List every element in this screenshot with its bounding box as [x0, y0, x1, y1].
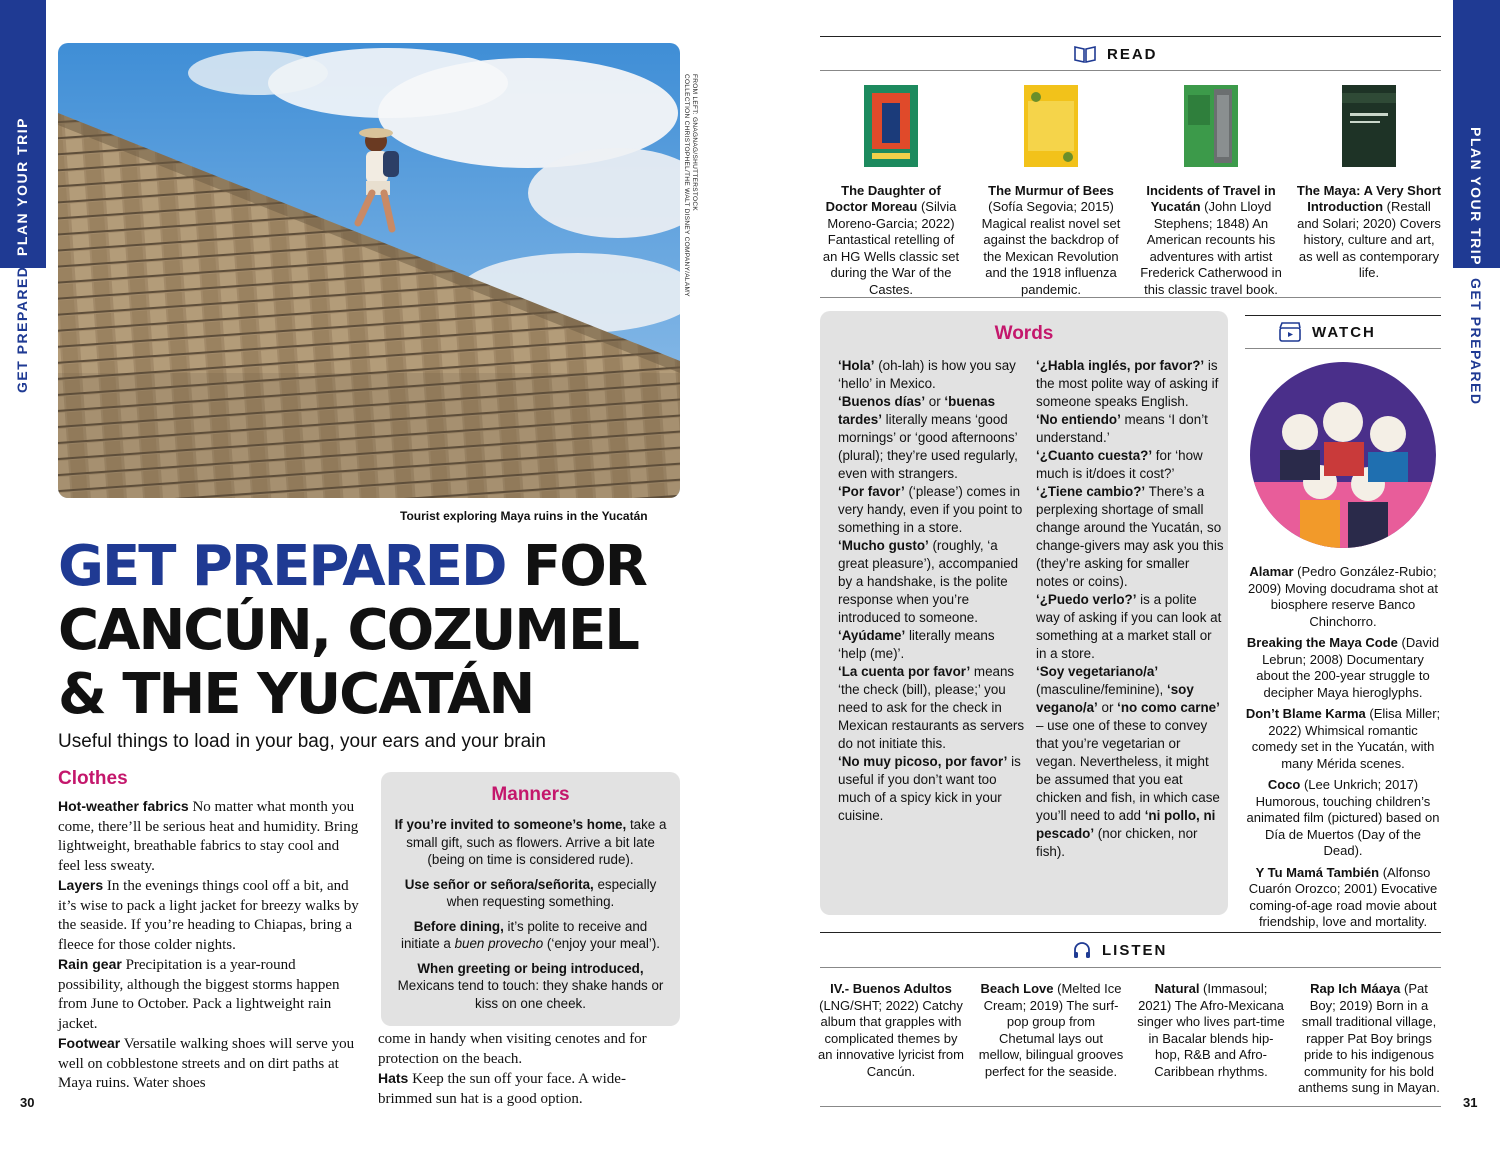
- words-box: [820, 311, 1228, 915]
- listen-detail: (Melted Ice Cream; 2019) The surf-pop group from Chetumal lays out mellow, bilingual grooves perfect for the seaside.: [978, 981, 1124, 1079]
- phrase: ‘La cuenta por favor’: [838, 664, 971, 679]
- side-tab-plan-label-right: PLAN YOUR TRIP: [1468, 127, 1484, 266]
- manners-term: If you’re invited to someone’s home,: [394, 817, 627, 832]
- clothes-text: Precipitation is a year-round possibility, although the biggest storms happen from June to October. Pack a lightweight rain jacket.: [58, 957, 340, 1032]
- listen-detail: (Immasoul; 2021) The Afro-Mexicana singer who lives part-time in Bacalar blends hip-hop, R&B and Afro-Caribbean rhythms.: [1137, 981, 1285, 1079]
- book-icon: [1073, 44, 1097, 64]
- phrase-meaning: (oh-lah) is how you say ‘hello’ in Mexico.: [838, 358, 1016, 391]
- watch-title: Don’t Blame Karma: [1245, 706, 1366, 721]
- listen-heading: LISTEN: [1102, 941, 1168, 959]
- listen-detail: (Pat Boy; 2019) Born in a small traditional village, rapper Pat Boy brings pride to his indigenous community for his bold anthems sung in Mayan.: [1298, 981, 1440, 1095]
- manners-box: [381, 772, 680, 1026]
- words-item: [838, 537, 1026, 627]
- watch-detail: (Pedro González-Rubio; 2009) Moving docudrama shot at biosphere reserve Banco Chinchorro.: [1247, 564, 1439, 629]
- phrase-meaning: or: [925, 394, 945, 409]
- book-title: Incidents of Travel in Yucatán: [1146, 182, 1276, 214]
- watch-detail: (David Lebrun; 2008) Documentary about the 200-year struggle to decipher Maya hieroglyphs.: [1256, 635, 1440, 700]
- phrase: ‘no como carne’: [1117, 700, 1220, 715]
- clothes-text: Versatile walking shoes will serve you well on cobblestone streets and on dirt paths at Maya ruins. Water shoes: [58, 1036, 355, 1091]
- watch-item: [1245, 777, 1441, 860]
- watch-item: [1245, 564, 1441, 630]
- book-cover: [1024, 85, 1078, 167]
- listen-item: [978, 981, 1124, 1080]
- phrase-meaning: means ‘the check (bill), please;’ you need to ask for the check in Mexican restaurants as servers do not initiate this.: [838, 664, 1025, 751]
- headphones-icon: [1072, 940, 1092, 960]
- words-item: [1036, 591, 1224, 663]
- phrase-meaning: is a polite way of asking if you can look at something at a market stall or in a store.: [1036, 592, 1222, 661]
- manners-heading: Manners: [491, 784, 570, 805]
- clapperboard-icon: [1278, 321, 1302, 343]
- manners-text: especially when requesting something.: [446, 876, 657, 909]
- manners-item: [393, 876, 668, 911]
- words-item: [838, 483, 1026, 537]
- clothes-column-1: [58, 797, 364, 1094]
- photo-credit: [684, 74, 700, 334]
- manners-term: Before dining,: [413, 918, 504, 934]
- words-column-1: [838, 357, 1026, 825]
- watch-title: Alamar: [1249, 564, 1294, 579]
- phrase: ‘soy vegano/a’: [1036, 682, 1194, 715]
- title-line3: & THE YUCATÁN: [58, 662, 534, 727]
- manners-item: [393, 960, 668, 1013]
- words-item: [1036, 357, 1224, 411]
- clothes-text: In the evenings things cool off a bit, and it’s wise to pack a light jacket for breezy walks by the seaside. If you’re heading to Chiapas, bring a fleece for those colder nights.: [58, 878, 359, 953]
- words-column-2: [1036, 357, 1224, 861]
- hero-photo: [58, 43, 680, 498]
- watch-item: [1245, 865, 1441, 931]
- phrase: ‘ni pollo, ni pescado’: [1036, 808, 1216, 841]
- listen-title: Natural: [1154, 981, 1200, 996]
- read-rule-bottom: [820, 297, 1441, 298]
- manners-text: (‘enjoy your meal’).: [543, 936, 661, 951]
- clothes-heading: Clothes: [58, 768, 128, 789]
- phrase: ‘¿Habla inglés, por favor?’: [1036, 358, 1205, 373]
- book-item: [1138, 85, 1284, 298]
- book-detail: (Silvia Moreno-Garcia; 2022) Fantastical retelling of an HG Wells classic set during the War of the Castes.: [822, 199, 960, 297]
- clothes-term: Layers: [58, 877, 104, 893]
- phrase: ‘No muy picoso, por favor’: [838, 754, 1008, 769]
- watch-rule-mid: [1245, 348, 1441, 349]
- manners-text: Mexicans tend to touch: they shake hands or kiss on one cheek.: [397, 978, 664, 1011]
- words-item: [838, 357, 1026, 393]
- page-title: [58, 535, 646, 727]
- listen-title: IV.- Buenos Adultos: [830, 981, 952, 996]
- phrase: ‘Ayúdame’: [838, 628, 906, 643]
- phrase-meaning: literally means ‘help (me)’.: [838, 628, 995, 661]
- listen-item: [1137, 981, 1285, 1080]
- side-tab-section-label-left: GET PREPARED: [14, 265, 30, 393]
- phrase-meaning: There’s a perplexing shortage of small change around the Yucatán, so change-givers may ask you this (they’re asking for smaller notes or coins).: [1036, 484, 1224, 589]
- phrase: ‘Por favor’: [838, 484, 905, 499]
- page-number-right: 31: [1463, 1095, 1478, 1110]
- phrase-meaning: (nor chicken, nor fish).: [1036, 826, 1198, 859]
- clothes-text: No matter what month you come, there’ll be serious heat and humidity. Bring lightweight, breathable fabrics to stay cool and feel less sweaty.: [58, 799, 359, 874]
- watch-rule-top: [1245, 315, 1441, 316]
- clothes-term: Footwear: [58, 1035, 121, 1051]
- listen-detail: (LNG/SHT; 2022) Catchy album that grapples with complicated themes by an innovative lyricist from Cancún.: [818, 997, 964, 1079]
- phrase-meaning: (masculine/feminine),: [1036, 682, 1167, 697]
- clothes-item: [58, 797, 364, 876]
- read-rule-mid: [820, 70, 1441, 71]
- clothes-term: Hot-weather fabrics: [58, 798, 189, 814]
- book-item: [980, 85, 1122, 298]
- clothes-item: [378, 1069, 678, 1109]
- title-line1-rest: FOR: [505, 534, 646, 599]
- phrase: ‘No entiendo’: [1036, 412, 1121, 427]
- photo-credit-line-2: COLLECTION CHRISTOPHEL/THE WALT DISNEY COMPANY/ALAMY: [683, 74, 690, 297]
- clothes-term: Rain gear: [58, 956, 122, 972]
- listen-title: Beach Love: [980, 981, 1054, 996]
- phrase: ‘Hola’: [838, 358, 875, 373]
- book-detail: (Restall and Solari; 2020) Covers history, culture and art, as well as contemporary life.: [1297, 199, 1441, 280]
- phrase: ‘¿Cuanto cuesta?’: [1036, 448, 1153, 463]
- words-item: [838, 753, 1026, 825]
- book-title: The Daughter of Doctor Moreau: [825, 182, 941, 214]
- clothes-column-2: [378, 1030, 678, 1109]
- listen-item: [1296, 981, 1442, 1097]
- watch-title: Y Tu Mamá También: [1255, 864, 1380, 880]
- phrase-meaning: literally means ‘good mornings’ or ‘good afternoons’ (plural); they’re used regularly, even with strangers.: [838, 412, 1018, 481]
- phrase-meaning: (roughly, ‘a great pleasure’), accompanied by a handshake, is the polite response when you’re introduced to someone.: [838, 538, 1019, 625]
- phrase-meaning: or: [1097, 700, 1118, 715]
- read-rule-top: [820, 36, 1441, 37]
- photo-credit-line-1: FROM LEFT: GNAGNAG/SHUTTERSTOCK: [691, 74, 698, 212]
- words-item: [1036, 663, 1224, 861]
- clothes-term: Hats: [378, 1070, 409, 1086]
- phrase: ‘¿Tiene cambio?’: [1036, 484, 1146, 499]
- book-title: The Murmur of Bees: [988, 182, 1114, 198]
- words-item: [838, 627, 1026, 663]
- phrase-meaning: for ‘how much is it/does it cost?’: [1036, 448, 1203, 481]
- manners-text: it’s polite to receive and initiate a: [400, 918, 648, 951]
- phrase-meaning: is useful if you don’t want too much of a spicy kick in your cuisine.: [838, 754, 1021, 823]
- words-item: [838, 393, 1026, 483]
- listen-rule-mid: [820, 967, 1441, 968]
- phrase: ‘Buenos días’: [838, 394, 926, 409]
- listen-rule-top: [820, 932, 1441, 933]
- photo-caption: Tourist exploring Maya ruins in the Yucatán: [400, 509, 648, 523]
- side-tab-plan-label-left: PLAN YOUR TRIP: [14, 117, 30, 256]
- listen-header: [1072, 940, 1167, 960]
- watch-title: Breaking the Maya Code: [1246, 635, 1398, 650]
- manners-text: take a small gift, such as flowers. Arrive a bit late (being on time is considered rude).: [406, 817, 667, 867]
- phrase-meaning: is the most polite way of asking if someone speaks English.: [1036, 358, 1219, 409]
- manners-item: [393, 918, 668, 953]
- watch-item: [1245, 635, 1441, 701]
- phrase-meaning: – use one of these to convey that you’re vegetarian or vegan. Nevertheless, it might be assumed that you eat chicken and fish, in which case you’ll need to add: [1036, 718, 1220, 823]
- page-number-left: 30: [20, 1095, 35, 1110]
- words-heading: Words: [994, 323, 1054, 344]
- manners-term: When greeting or being introduced,: [417, 960, 644, 976]
- words-item: [838, 663, 1026, 753]
- manners-term: Use señor or señora/señorita,: [404, 876, 594, 892]
- watch-item: [1245, 706, 1441, 772]
- read-header: [1073, 44, 1158, 64]
- phrase-meaning: (‘please’) comes in very handy, even if you point to something in a store.: [838, 484, 1023, 535]
- listen-item: [817, 981, 965, 1080]
- watch-list: [1245, 564, 1441, 936]
- watch-detail: (Lee Unkrich; 2017) Humorous, touching children’s animated film (pictured) based on Día de Muertos (Day of the Dead).: [1246, 777, 1440, 858]
- book-cover: [1184, 85, 1238, 167]
- listen-rule-bottom: [820, 1106, 1441, 1107]
- watch-detail: (Elisa Miller; 2022) Whimsical romantic comedy set in the Yucatán, with many Mérida scenes.: [1251, 706, 1441, 771]
- side-tab-section-label-right: GET PREPARED: [1468, 278, 1484, 406]
- manners-item: [393, 816, 668, 869]
- book-item: [822, 85, 960, 298]
- phrase: ‘buenas tardes’: [838, 394, 996, 427]
- clothes-text: Keep the sun off your face. A wide-brimmed sun hat is a good option.: [378, 1071, 626, 1107]
- clothes-item: [58, 876, 364, 955]
- clothes-item: [58, 955, 364, 1034]
- book-detail: (John Lloyd Stephens; 1848) An American recounts his adventures with artist Frederick Catherwood in this classic travel book.: [1140, 199, 1282, 297]
- page-subtitle: Useful things to load in your bag, your ears and your brain: [58, 731, 546, 752]
- book-cover: [1342, 85, 1396, 167]
- read-heading: READ: [1107, 45, 1158, 63]
- phrase: ‘Soy vegetariano/a’: [1036, 664, 1159, 679]
- words-item: [1036, 483, 1224, 591]
- coco-film-image: [1250, 362, 1436, 548]
- phrase: ‘Mucho gusto’: [838, 538, 929, 553]
- phrase-meaning: means ‘I don’t understand.’: [1036, 412, 1208, 445]
- book-cover: [864, 85, 918, 167]
- clothes-item: [58, 1034, 364, 1094]
- phrase: ‘¿Puedo verlo?’: [1036, 592, 1137, 607]
- book-detail: (Sofía Segovia; 2015) Magical realist novel set against the backdrop of the Mexican Revolution and the 1918 influenza pandemic.: [981, 199, 1121, 297]
- manners-emphasis: buen provecho: [454, 936, 544, 951]
- watch-heading: WATCH: [1312, 323, 1376, 341]
- title-line2: CANCÚN, COZUMEL: [58, 598, 638, 663]
- watch-title: Coco: [1267, 777, 1301, 792]
- watch-header: [1278, 321, 1376, 343]
- listen-title: Rap Ich Máaya: [1310, 981, 1401, 996]
- words-item: [1036, 447, 1224, 483]
- title-highlight: GET PREPARED: [58, 534, 506, 599]
- words-item: [1036, 411, 1224, 447]
- book-item: [1296, 85, 1442, 282]
- watch-detail: (Alfonso Cuarón Orozco; 2001) Evocative coming-of-age road movie about friendship, love and mortality.: [1248, 864, 1438, 929]
- book-title: The Maya: A Very Short Introduction: [1296, 182, 1442, 214]
- clothes-continued: come in handy when visiting cenotes and for protection on the beach.: [378, 1031, 647, 1067]
